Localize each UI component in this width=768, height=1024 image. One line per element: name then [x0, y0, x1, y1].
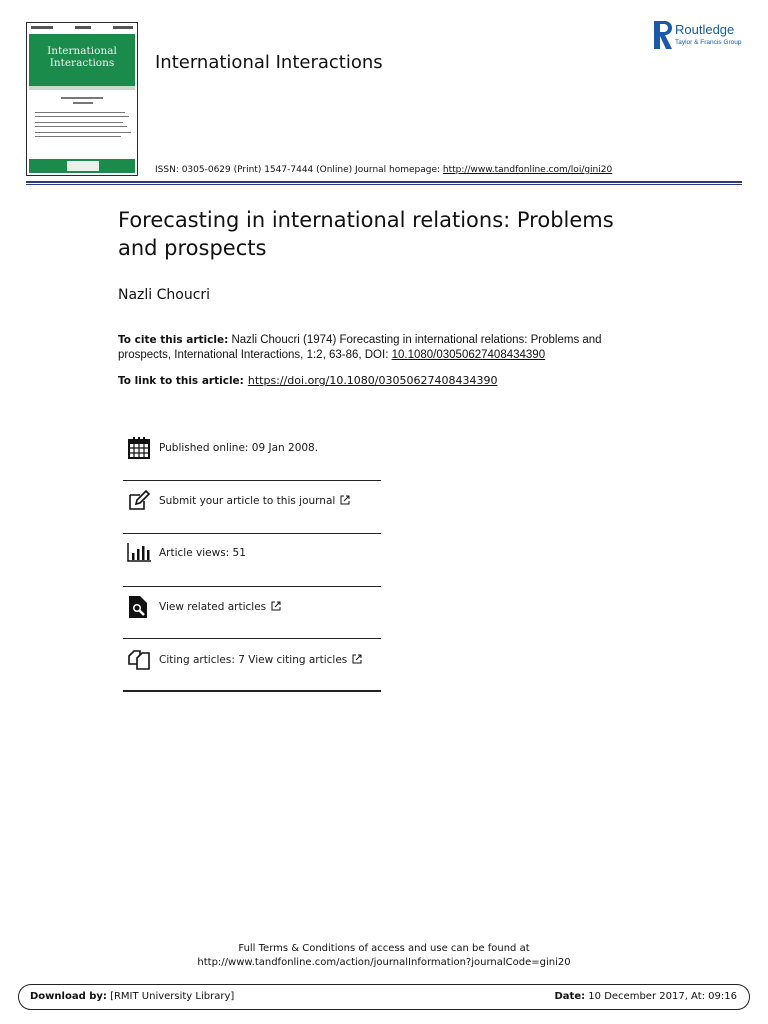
- issn-line: [155, 165, 612, 175]
- citing-articles-item[interactable]: [123, 648, 381, 700]
- info-divider-bottom: [123, 690, 381, 692]
- journal-cover-thumbnail: [26, 22, 138, 176]
- info-divider: [123, 480, 381, 481]
- cover-text-line: [35, 122, 123, 123]
- submit-article-link[interactable]: [159, 495, 350, 507]
- cite-label: To cite this article:: [118, 334, 229, 346]
- related-articles-item[interactable]: [123, 595, 381, 647]
- info-divider: [123, 638, 381, 639]
- article-link-block: [118, 373, 498, 387]
- download-date: [555, 991, 738, 1002]
- terms-line1: Full Terms & Conditions of access and use can be found at: [238, 943, 530, 954]
- cover-title-panel: [29, 34, 135, 86]
- related-articles-link[interactable]: [159, 601, 281, 613]
- journal-homepage-link[interactable]: http://www.tandfonline.com/loi/gini20: [442, 165, 613, 175]
- header-divider-thin: [26, 184, 742, 185]
- external-link-icon: [271, 601, 281, 611]
- cover-text-line: [35, 132, 131, 133]
- cover-top-strip: [29, 25, 135, 32]
- cover-band: [29, 86, 135, 90]
- publisher-name: Routledge: [675, 22, 735, 37]
- external-link-icon: [340, 495, 350, 505]
- cite-text: Nazli Choucri (1974) Forecasting in international relations: Problems and prospects, International Interactions, 1:2, 63-86, DOI:: [118, 334, 602, 361]
- journal-name: International Interactions: [155, 52, 383, 73]
- related-articles-label: View related articles: [159, 601, 267, 613]
- cover-text-line: [73, 102, 93, 104]
- submit-article-label: Submit your article to this journal: [159, 495, 336, 507]
- date-label: Date:: [554, 991, 586, 1002]
- article-views-text: Article views: 51: [159, 547, 246, 559]
- cover-publisher-logo: [67, 161, 99, 171]
- info-divider: [123, 586, 381, 587]
- cover-title-line2: Interactions: [49, 57, 115, 69]
- cover-text-line: [61, 97, 103, 99]
- external-link-icon: [352, 654, 362, 664]
- article-doi-link[interactable]: https://doi.org/10.1080/03050627408434390: [247, 374, 498, 387]
- citing-articles-link[interactable]: [159, 654, 362, 666]
- cover-bottom-panel: [29, 159, 135, 173]
- cover-text-line: [35, 112, 125, 113]
- download-by: [30, 991, 234, 1002]
- publisher-sub: Taylor & Francis Group: [675, 39, 742, 46]
- calendar-icon: [127, 436, 151, 460]
- download-label: Download by:: [30, 991, 107, 1002]
- article-author: Nazli Choucri: [118, 287, 211, 303]
- download-value: [RMIT University Library]: [106, 991, 235, 1002]
- search-document-icon: [127, 595, 151, 619]
- edit-icon: [127, 489, 151, 513]
- issn-text: ISSN: 0305-0629 (Print) 1547-7444 (Online) Journal homepage:: [155, 165, 443, 175]
- info-divider: [123, 533, 381, 534]
- cover-text-line: [35, 126, 127, 127]
- terms-notice: [0, 942, 768, 970]
- header-divider: [26, 181, 742, 183]
- bar-chart-icon: [127, 541, 151, 565]
- cover-title-line1: International: [47, 45, 117, 57]
- download-footer-bar: [18, 984, 750, 1010]
- cite-doi-link[interactable]: 10.1080/03050627408434390: [391, 349, 546, 361]
- article-title: Forecasting in international relations: Problems and prospects: [118, 208, 614, 260]
- citation-block: [118, 333, 638, 363]
- published-online-text: Published online: 09 Jan 2008.: [159, 442, 319, 454]
- terms-url[interactable]: http://www.tandfonline.com/action/journalInformation?journalCode=gini20: [197, 957, 571, 968]
- date-value: 10 December 2017, At: 09:16: [585, 991, 737, 1002]
- cover-text-line: [35, 136, 121, 137]
- citing-documents-icon: [127, 648, 151, 672]
- cover-text-line: [35, 116, 129, 117]
- routledge-logo: [654, 20, 754, 52]
- citing-articles-label: Citing articles: 7 View citing articles: [159, 654, 348, 666]
- routledge-r-icon: [654, 21, 672, 49]
- link-label: To link to this article:: [118, 375, 244, 387]
